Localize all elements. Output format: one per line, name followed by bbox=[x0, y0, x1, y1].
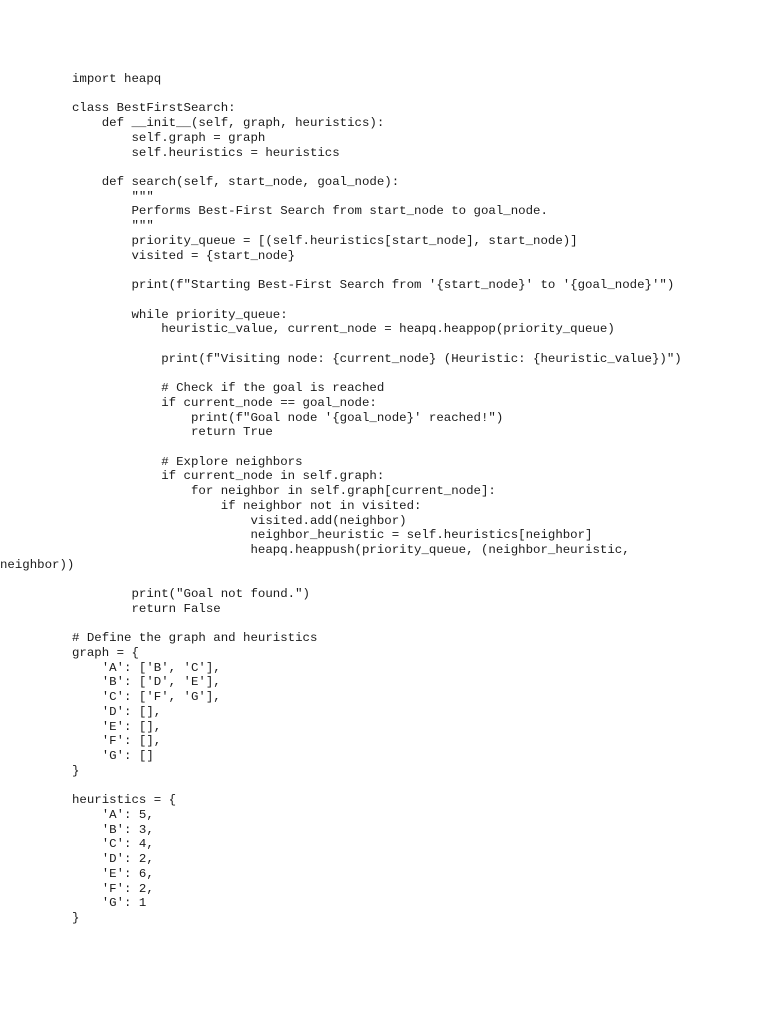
code-line: 'G': 1 bbox=[72, 896, 147, 911]
code-line: # Define the graph and heuristics bbox=[72, 631, 318, 646]
code-line: print(f"Visiting node: {current_node} (Heuristic: {heuristic_value})") bbox=[72, 351, 682, 366]
code-line: graph = { bbox=[72, 646, 139, 661]
code-block bbox=[0, 72, 752, 926]
code-line bbox=[72, 779, 752, 794]
code-line: # Check if the goal is reached bbox=[72, 381, 385, 396]
code-line: def search(self, start_node, goal_node): bbox=[72, 175, 400, 190]
code-line: if current_node in self.graph: bbox=[72, 469, 385, 484]
code-line: class BestFirstSearch: bbox=[72, 101, 236, 116]
code-line: 'G': [] bbox=[72, 749, 154, 764]
code-line: print(f"Starting Best-First Search from '{start_node}' to '{goal_node}'") bbox=[72, 278, 675, 293]
code-line: 'F': 2, bbox=[72, 881, 154, 896]
code-line bbox=[72, 366, 752, 381]
code-line bbox=[72, 160, 752, 175]
code-line: while priority_queue: bbox=[72, 307, 288, 322]
code-line: 'A': ['B', 'C'], bbox=[72, 660, 221, 675]
code-line: 'E': [], bbox=[72, 719, 162, 734]
code-line bbox=[72, 87, 752, 102]
code-line: self.graph = graph bbox=[72, 130, 266, 145]
code-line: } bbox=[72, 763, 80, 778]
code-line: if neighbor not in visited: bbox=[72, 498, 422, 513]
code-line bbox=[72, 263, 752, 278]
code-line: } bbox=[72, 910, 80, 925]
code-line: priority_queue = [(self.heuristics[start_node], start_node)] bbox=[72, 233, 578, 248]
code-line: neighbor)) bbox=[0, 557, 75, 572]
code-line: visited = {start_node} bbox=[72, 248, 296, 263]
code-line: """ bbox=[72, 189, 154, 204]
code-line: self.heuristics = heuristics bbox=[72, 145, 340, 160]
code-line: 'D': 2, bbox=[72, 852, 154, 867]
code-line: print("Goal not found.") bbox=[72, 587, 310, 602]
code-line: visited.add(neighbor) bbox=[72, 513, 407, 528]
code-line: # Explore neighbors bbox=[72, 454, 303, 469]
code-line: neighbor_heuristic = self.heuristics[neighbor] bbox=[72, 528, 593, 543]
code-line: 'C': 4, bbox=[72, 837, 154, 852]
code-line bbox=[72, 617, 752, 632]
code-line bbox=[72, 337, 752, 352]
code-line bbox=[72, 293, 752, 308]
code-line: 'B': ['D', 'E'], bbox=[72, 675, 221, 690]
code-line: 'A': 5, bbox=[72, 807, 154, 822]
code-line: heapq.heappush(priority_queue, (neighbor_heuristic, bbox=[72, 543, 630, 557]
code-line: 'F': [], bbox=[72, 734, 162, 749]
code-line: for neighbor in self.graph[current_node]: bbox=[72, 484, 496, 499]
code-line: 'B': 3, bbox=[72, 822, 154, 837]
code-line: heuristic_value, current_node = heapq.heappop(priority_queue) bbox=[72, 322, 615, 337]
code-line: """ bbox=[72, 219, 154, 234]
code-line bbox=[72, 440, 752, 455]
code-line: def __init__(self, graph, heuristics): bbox=[72, 116, 385, 131]
code-line: return False bbox=[72, 601, 221, 616]
code-line: Performs Best-First Search from start_node to goal_node. bbox=[72, 204, 548, 219]
code-line bbox=[72, 572, 752, 587]
code-line: 'D': [], bbox=[72, 704, 162, 719]
code-line: heuristics = { bbox=[72, 793, 177, 808]
code-line: 'E': 6, bbox=[72, 866, 154, 881]
code-line: if current_node == goal_node: bbox=[72, 395, 377, 410]
code-line: return True bbox=[72, 425, 273, 440]
code-line: import heapq bbox=[72, 72, 162, 86]
code-line: 'C': ['F', 'G'], bbox=[72, 690, 221, 705]
code-line: print(f"Goal node '{goal_node}' reached!") bbox=[72, 410, 504, 425]
